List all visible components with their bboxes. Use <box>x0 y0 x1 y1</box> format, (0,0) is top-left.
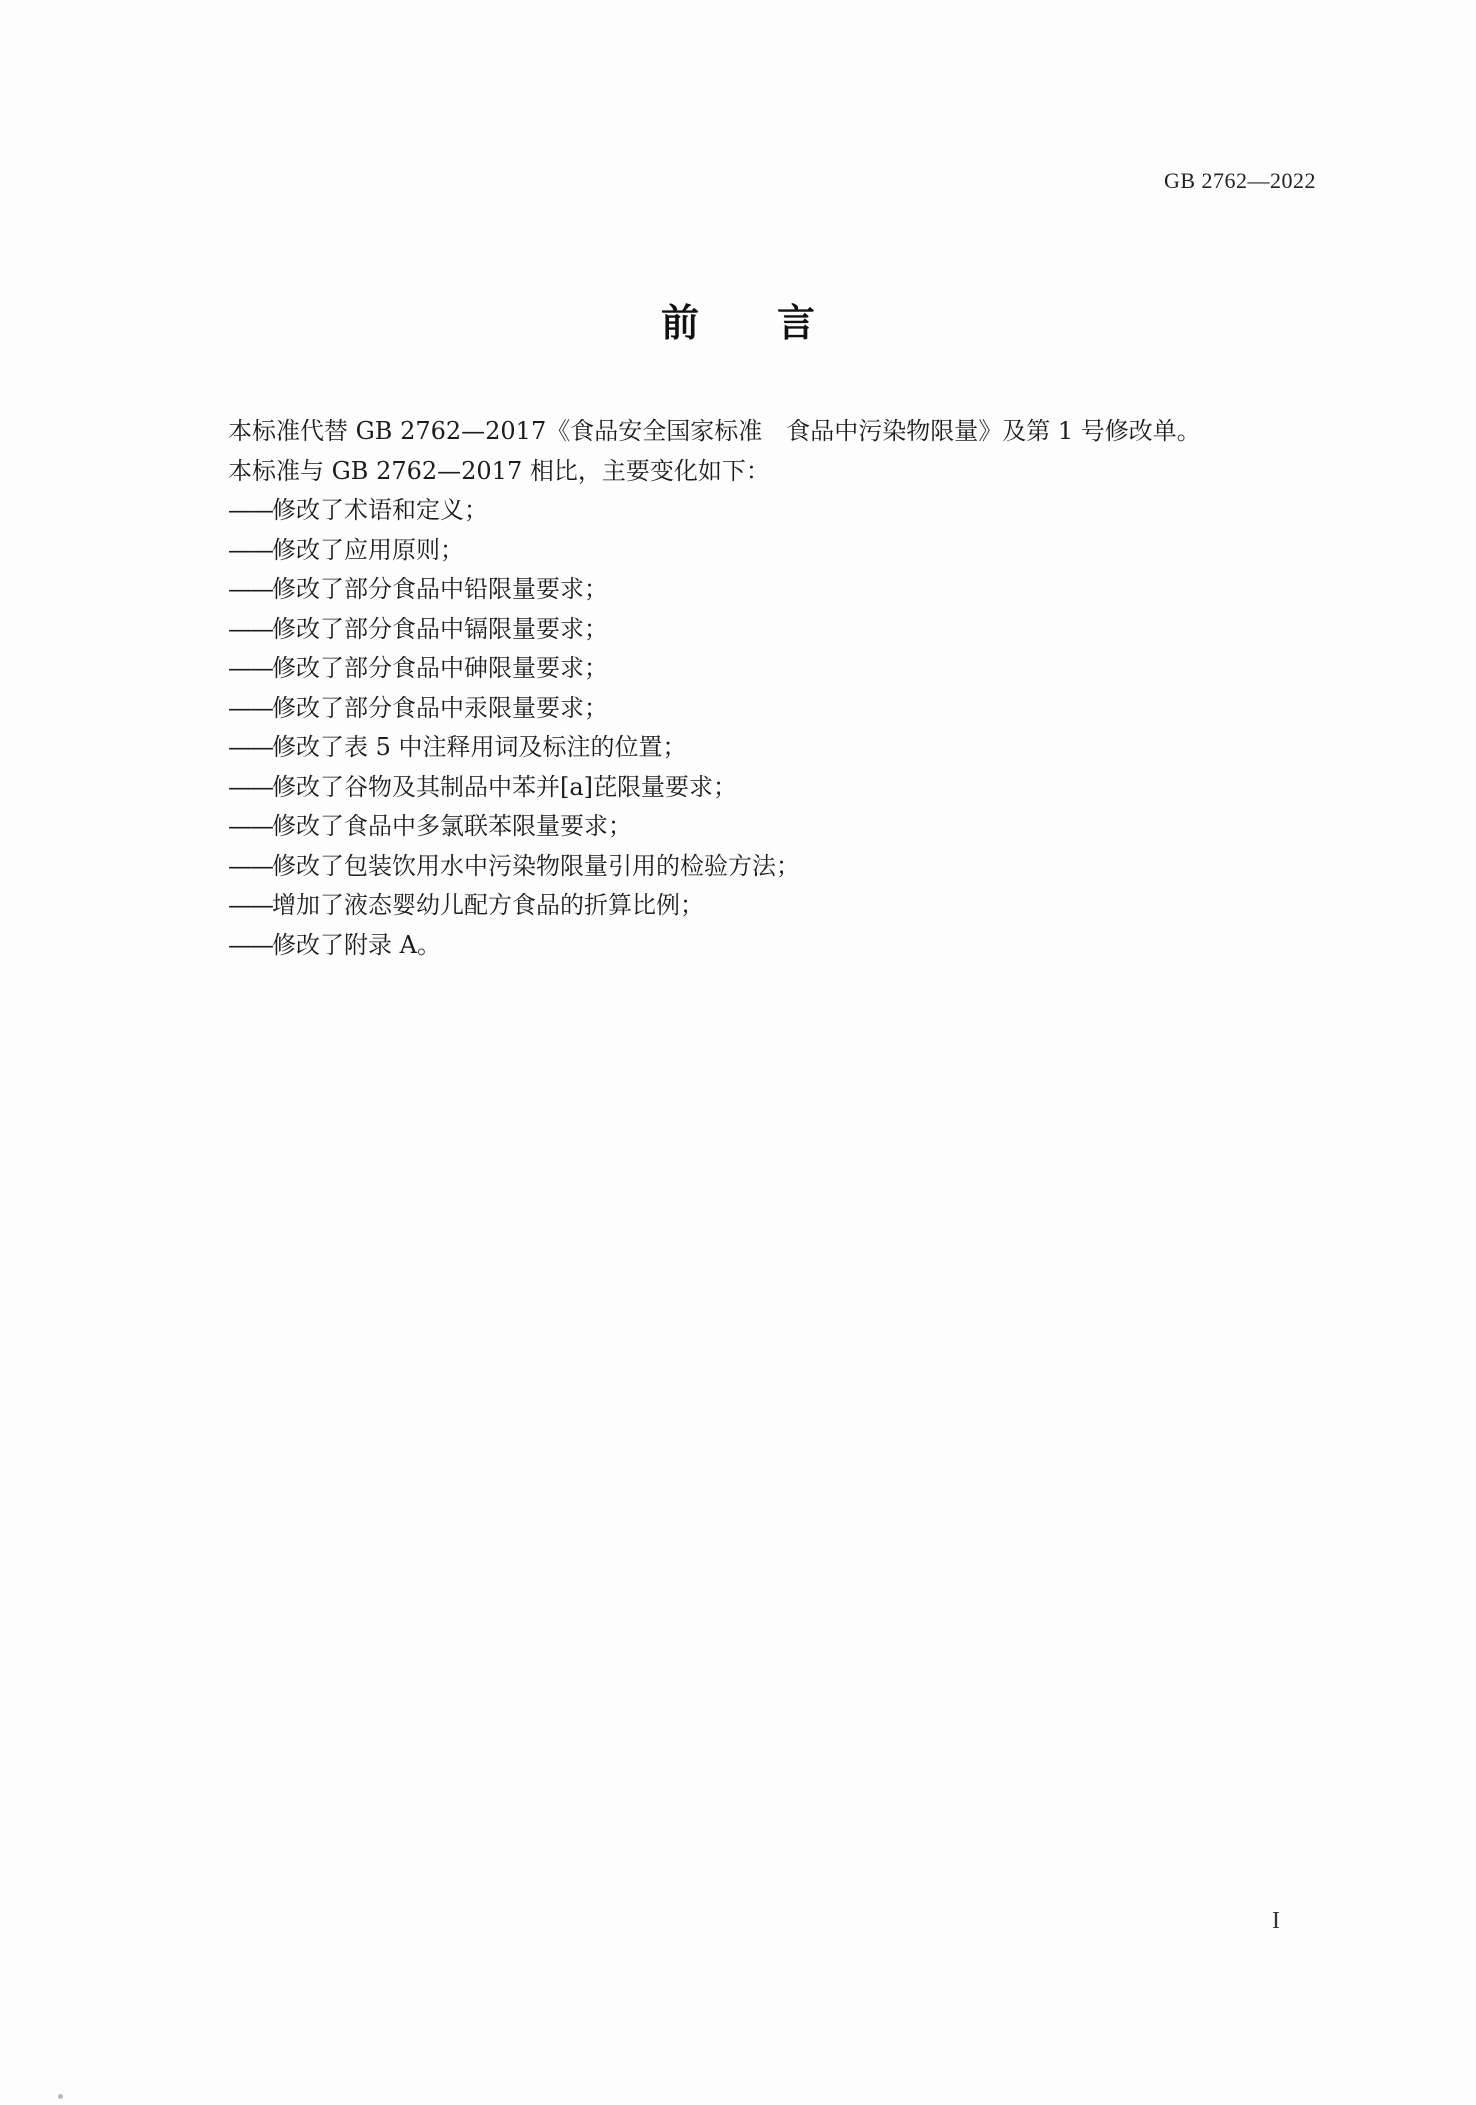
list-dash: —— <box>228 851 272 880</box>
standard-number: GB 2762—2022 <box>1163 168 1316 193</box>
list-item <box>228 649 1318 689</box>
list-item <box>228 728 1318 768</box>
list-item-text: 修改了应用原则； <box>272 535 464 564</box>
list-item-text: 修改了包装饮用水中污染物限量引用的检验方法； <box>272 851 800 880</box>
list-item-text: 修改了谷物及其制品中苯并[a]芘限量要求； <box>272 772 738 801</box>
list-item <box>228 531 1318 571</box>
changes-list <box>228 491 1318 965</box>
list-item-text: 修改了部分食品中铅限量要求； <box>272 575 608 603</box>
foreword-body <box>228 412 1318 965</box>
list-dash: —— <box>228 535 272 564</box>
list-dash: —— <box>228 930 272 959</box>
list-item-text: 修改了附录 A。 <box>272 930 441 959</box>
list-dash: —— <box>228 496 272 524</box>
list-item <box>228 926 1318 966</box>
list-item <box>228 610 1318 650</box>
list-item <box>228 768 1318 808</box>
list-item <box>228 570 1318 610</box>
list-dash: —— <box>228 654 272 682</box>
list-dash: —— <box>228 614 272 643</box>
list-item-text: 修改了食品中多氯联苯限量要求； <box>272 812 632 840</box>
paragraph-changes-intro: 本标准与 GB 2762—2017 相比，主要变化如下： <box>228 456 770 485</box>
list-item-text: 修改了表 5 中注释用词及标注的位置； <box>272 733 687 761</box>
list-item-text: 修改了部分食品中砷限量要求； <box>272 654 608 682</box>
scan-artifact-dot <box>58 2094 63 2099</box>
list-item <box>228 847 1318 887</box>
page-number: I <box>1272 1908 1280 1934</box>
list-item <box>228 807 1318 847</box>
list-item <box>228 491 1318 531</box>
list-item-text: 修改了部分食品中汞限量要求； <box>272 693 608 722</box>
list-dash: —— <box>228 812 272 840</box>
list-dash: —— <box>228 693 272 722</box>
list-dash: —— <box>228 891 272 919</box>
list-dash: —— <box>228 575 272 603</box>
page-title: 前言 <box>660 301 893 345</box>
paragraph-replaces: 本标准代替 GB 2762—2017《食品安全国家标准 食品中污染物限量》及第 1 号修改单。 <box>228 417 1201 445</box>
list-dash: —— <box>228 733 272 761</box>
list-item-text: 修改了术语和定义； <box>272 496 488 524</box>
list-item-text: 修改了部分食品中镉限量要求； <box>272 614 608 643</box>
list-item <box>228 689 1318 729</box>
list-item <box>228 886 1318 926</box>
list-item-text: 增加了液态婴幼儿配方食品的折算比例； <box>272 891 704 919</box>
list-dash: —— <box>228 772 272 801</box>
